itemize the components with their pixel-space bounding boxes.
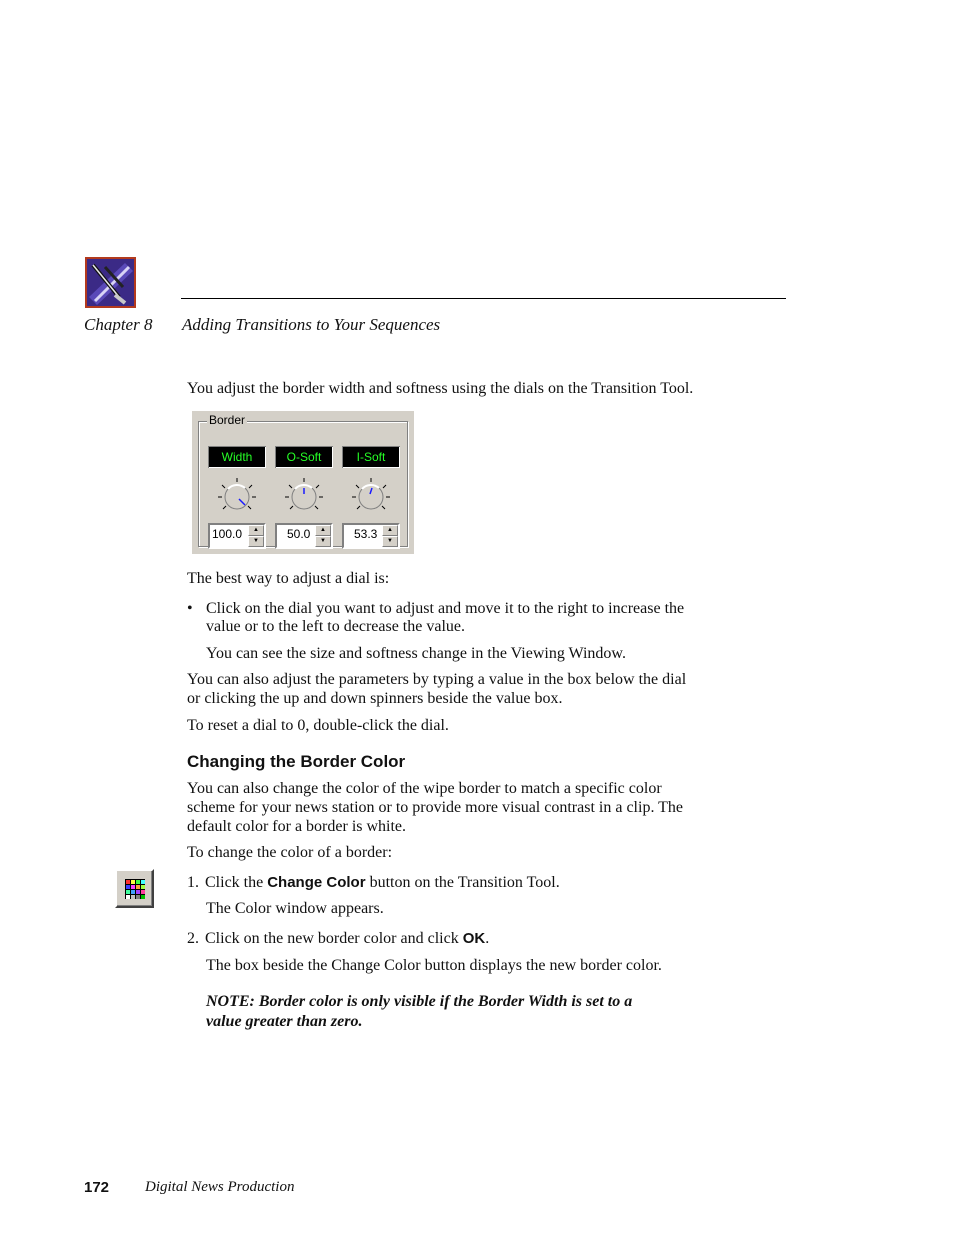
section-para-line-2: scheme for your news station or to provide more visual contrast in a clip. The xyxy=(187,799,684,816)
o-soft-spin-down-button[interactable]: ▼ xyxy=(315,536,331,547)
step-2-pre: Click on the new border color and click xyxy=(205,930,463,947)
step-1-number: 1. xyxy=(187,874,199,891)
width-spinner[interactable] xyxy=(208,523,266,549)
intro-paragraph: You adjust the border width and softness using the dials on the Transition Tool. xyxy=(187,380,694,397)
step-1 xyxy=(205,873,560,892)
width-value[interactable]: 100.0 xyxy=(212,527,243,541)
i-soft-value[interactable]: 53.3 xyxy=(354,527,378,541)
step-1-button-name: Change Color xyxy=(267,874,366,891)
bullet-line-1: Click on the dial you want to adjust and move it to the right to increase the xyxy=(206,600,685,617)
step-2 xyxy=(205,929,489,948)
section-para-line-3: default color for a border is white. xyxy=(187,818,407,835)
border-legend: Border xyxy=(209,413,246,427)
alt-line-1: You can also adjust the parameters by typing a value in the box below the dial xyxy=(187,671,687,688)
bullet-marker: • xyxy=(187,600,193,617)
section-heading: Changing the Border Color xyxy=(187,752,406,771)
note xyxy=(206,992,706,1032)
step-2-result: The box beside the Change Color button displays the new border color. xyxy=(206,957,662,974)
o-soft-value[interactable]: 50.0 xyxy=(287,527,311,541)
dial-lead: The best way to adjust a dial is: xyxy=(187,570,390,587)
border-groupbox xyxy=(198,421,408,547)
step-1-post: button on the Transition Tool. xyxy=(365,874,560,891)
color-palette-icon xyxy=(125,879,145,899)
alt-line-2: or clicking the up and down spinners beside the value box. xyxy=(187,690,563,707)
reset-instruction: To reset a dial to 0, double-click the dial. xyxy=(187,717,449,734)
change-color-button[interactable] xyxy=(115,869,154,908)
section-para-line-1: You can also change the color of the wipe border to match a specific color xyxy=(187,780,662,797)
step-2-post: . xyxy=(485,930,490,947)
app-logo xyxy=(85,257,136,308)
o-soft-dial[interactable] xyxy=(284,477,324,513)
page-number: 172 xyxy=(84,1179,110,1196)
footer-title: Digital News Production xyxy=(145,1179,295,1195)
border-panel xyxy=(192,411,414,554)
section-lead: To change the color of a border: xyxy=(187,844,393,861)
chapter-title: Adding Transitions to Your Sequences xyxy=(182,315,441,334)
i-soft-dial[interactable] xyxy=(351,477,391,513)
o-soft-spin-up-button[interactable]: ▲ xyxy=(315,525,331,536)
note-line-1: NOTE: Border color is only visible if the Border Width is set to a xyxy=(206,993,633,1010)
chapter-label: Chapter 8 xyxy=(84,315,153,334)
o-soft-label: O-Soft xyxy=(275,446,333,468)
note-line-2: value greater than zero. xyxy=(206,1013,363,1030)
o-soft-spinner[interactable] xyxy=(275,523,333,549)
i-soft-spin-up-button[interactable]: ▲ xyxy=(382,525,398,536)
i-soft-label: I-Soft xyxy=(342,446,400,468)
step-2-number: 2. xyxy=(187,930,199,947)
width-dial[interactable] xyxy=(217,477,257,513)
i-soft-spin-down-button[interactable]: ▼ xyxy=(382,536,398,547)
bullet-line-2: value or to the left to decrease the value. xyxy=(206,618,465,635)
step-2-ok-label: OK xyxy=(462,930,486,947)
step-1-pre: Click the xyxy=(205,874,268,891)
width-spin-down-button[interactable]: ▼ xyxy=(248,536,264,547)
i-soft-spinner[interactable] xyxy=(342,523,400,549)
bullet-follow: You can see the size and softness change in the Viewing Window. xyxy=(206,645,626,662)
step-1-result: The Color window appears. xyxy=(206,900,384,917)
header-rule xyxy=(181,298,786,299)
width-spin-up-button[interactable]: ▲ xyxy=(248,525,264,536)
width-label: Width xyxy=(208,446,266,468)
